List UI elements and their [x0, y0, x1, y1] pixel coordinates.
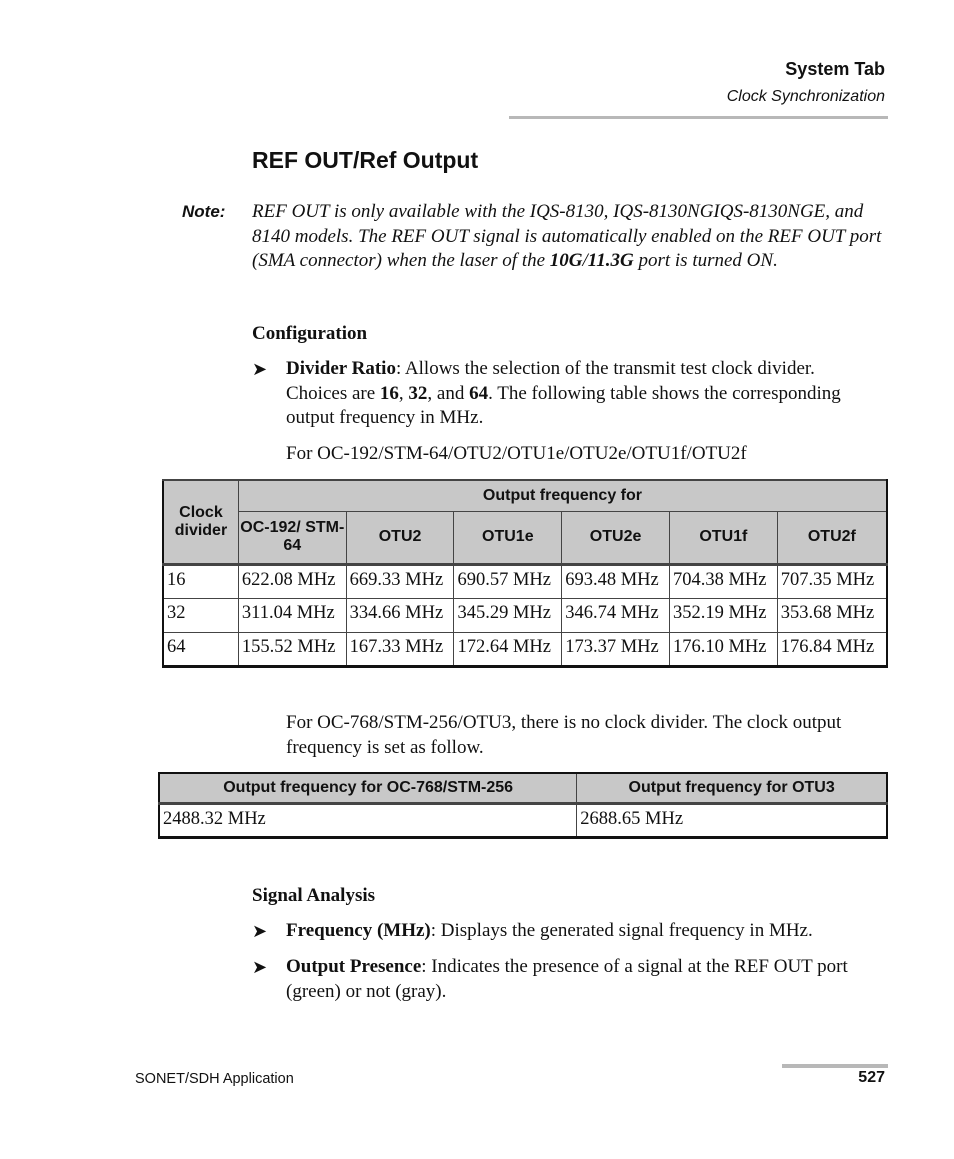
column-header: OTU1f	[669, 511, 777, 564]
column-header: OC-192/ STM-64	[238, 511, 346, 564]
table-cell: 704.38 MHz	[669, 564, 777, 598]
running-header-title: System Tab	[785, 59, 885, 79]
table-cell: 311.04 MHz	[238, 598, 346, 632]
column-header: OTU1e	[454, 511, 562, 564]
table-row	[163, 632, 887, 666]
choice-comma: ,	[398, 382, 409, 404]
table-cell: 693.48 MHz	[562, 564, 670, 598]
oc768-text: For OC-768/STM-256/OTU3, there is no clock divider. The clock output frequency is set as follow.	[286, 712, 842, 758]
oc768-frequency-table	[158, 772, 888, 839]
column-header: OTU2	[346, 511, 454, 564]
note-separator: /	[582, 250, 588, 271]
divider-ratio-desc-b: . The following table shows the corresponding output frequency in MHz.	[286, 382, 841, 428]
section-title: REF OUT/Ref Output	[252, 147, 479, 173]
column-header: Output frequency for OC-768/STM-256	[159, 773, 577, 803]
table-cell: 353.68 MHz	[777, 598, 887, 632]
frequency-term: Frequency (MHz)	[286, 920, 431, 941]
output-frequency-group-header: Output frequency for	[238, 480, 887, 511]
bullet-arrow-icon: ➤	[252, 957, 268, 977]
table-cell: 690.57 MHz	[454, 564, 562, 598]
divider-ratio-desc-a: : Allows the selection of the transmit test clock divider. Choices are	[286, 358, 815, 404]
table-cell: 345.29 MHz	[454, 598, 562, 632]
choice-16: 16	[379, 382, 399, 404]
table-row	[163, 564, 887, 598]
bullet-arrow-icon: ➤	[252, 359, 268, 379]
choice-and: , and	[427, 382, 470, 404]
divider-ratio-text	[286, 357, 872, 431]
note-text-part-1: REF OUT is only available with the IQS-8130, IQS-8130NGIQS-8130NGE, and 8140 models. The REF OUT signal is automatically enabled on the REF OUT port (SMA connector) when the laser of the	[252, 201, 882, 271]
note-bold-11g: 11.3G	[587, 250, 634, 271]
table-cell: 32	[163, 598, 238, 632]
table-row	[159, 803, 887, 837]
table1-caption: For OC-192/STM-64/OTU2/OTU1e/OTU2e/OTU1f/OTU2f	[286, 443, 747, 464]
table-cell: 64	[163, 632, 238, 666]
table-row	[163, 598, 887, 632]
clock-divider-table	[162, 479, 888, 668]
output-presence-text	[286, 955, 872, 1004]
table-cell: 172.64 MHz	[454, 632, 562, 666]
table-cell: 155.52 MHz	[238, 632, 346, 666]
note-label: Note:	[182, 202, 226, 221]
choice-32: 32	[408, 382, 428, 404]
frequency-item	[252, 919, 872, 944]
output-presence-term: Output Presence	[286, 956, 422, 977]
clock-divider-header: Clock divider	[163, 480, 238, 564]
bullet-arrow-icon: ➤	[252, 921, 268, 941]
choice-64: 64	[469, 382, 489, 404]
running-header-subtitle: Clock Synchronization	[726, 88, 885, 105]
table-cell: 167.33 MHz	[346, 632, 454, 666]
table-cell: 2488.32 MHz	[159, 803, 577, 837]
table-cell: 669.33 MHz	[346, 564, 454, 598]
frequency-text	[286, 919, 872, 944]
column-header: OTU2e	[562, 511, 670, 564]
divider-ratio-item	[252, 357, 872, 431]
divider-ratio-term: Divider Ratio	[286, 358, 396, 379]
output-presence-desc: : Indicates the presence of a signal at the REF OUT port (green) or not (gray).	[286, 956, 848, 1002]
note-text-part-2: port is turned ON.	[633, 250, 778, 271]
table-cell: 2688.65 MHz	[577, 803, 887, 837]
table-cell: 622.08 MHz	[238, 564, 346, 598]
page-number: 527	[858, 1069, 885, 1086]
table-cell: 176.10 MHz	[669, 632, 777, 666]
frequency-desc: : Displays the generated signal frequency in MHz.	[430, 920, 813, 941]
column-header: Output frequency for OTU3	[577, 773, 887, 803]
table-cell: 346.74 MHz	[562, 598, 670, 632]
header-rule	[509, 116, 888, 119]
footer-rule	[782, 1064, 888, 1068]
table-cell: 352.19 MHz	[669, 598, 777, 632]
column-header: OTU2f	[777, 511, 887, 564]
table-cell: 173.37 MHz	[562, 632, 670, 666]
table-cell: 176.84 MHz	[777, 632, 887, 666]
note-text	[252, 200, 892, 274]
signal-analysis-heading: Signal Analysis	[252, 885, 376, 906]
note-bold-10g: 10G	[549, 250, 583, 271]
table-cell: 707.35 MHz	[777, 564, 887, 598]
configuration-heading: Configuration	[252, 323, 368, 344]
table-cell: 16	[163, 564, 238, 598]
output-presence-item	[252, 955, 872, 1004]
footer-document-title: SONET/SDH Application	[135, 1071, 294, 1087]
table-cell: 334.66 MHz	[346, 598, 454, 632]
